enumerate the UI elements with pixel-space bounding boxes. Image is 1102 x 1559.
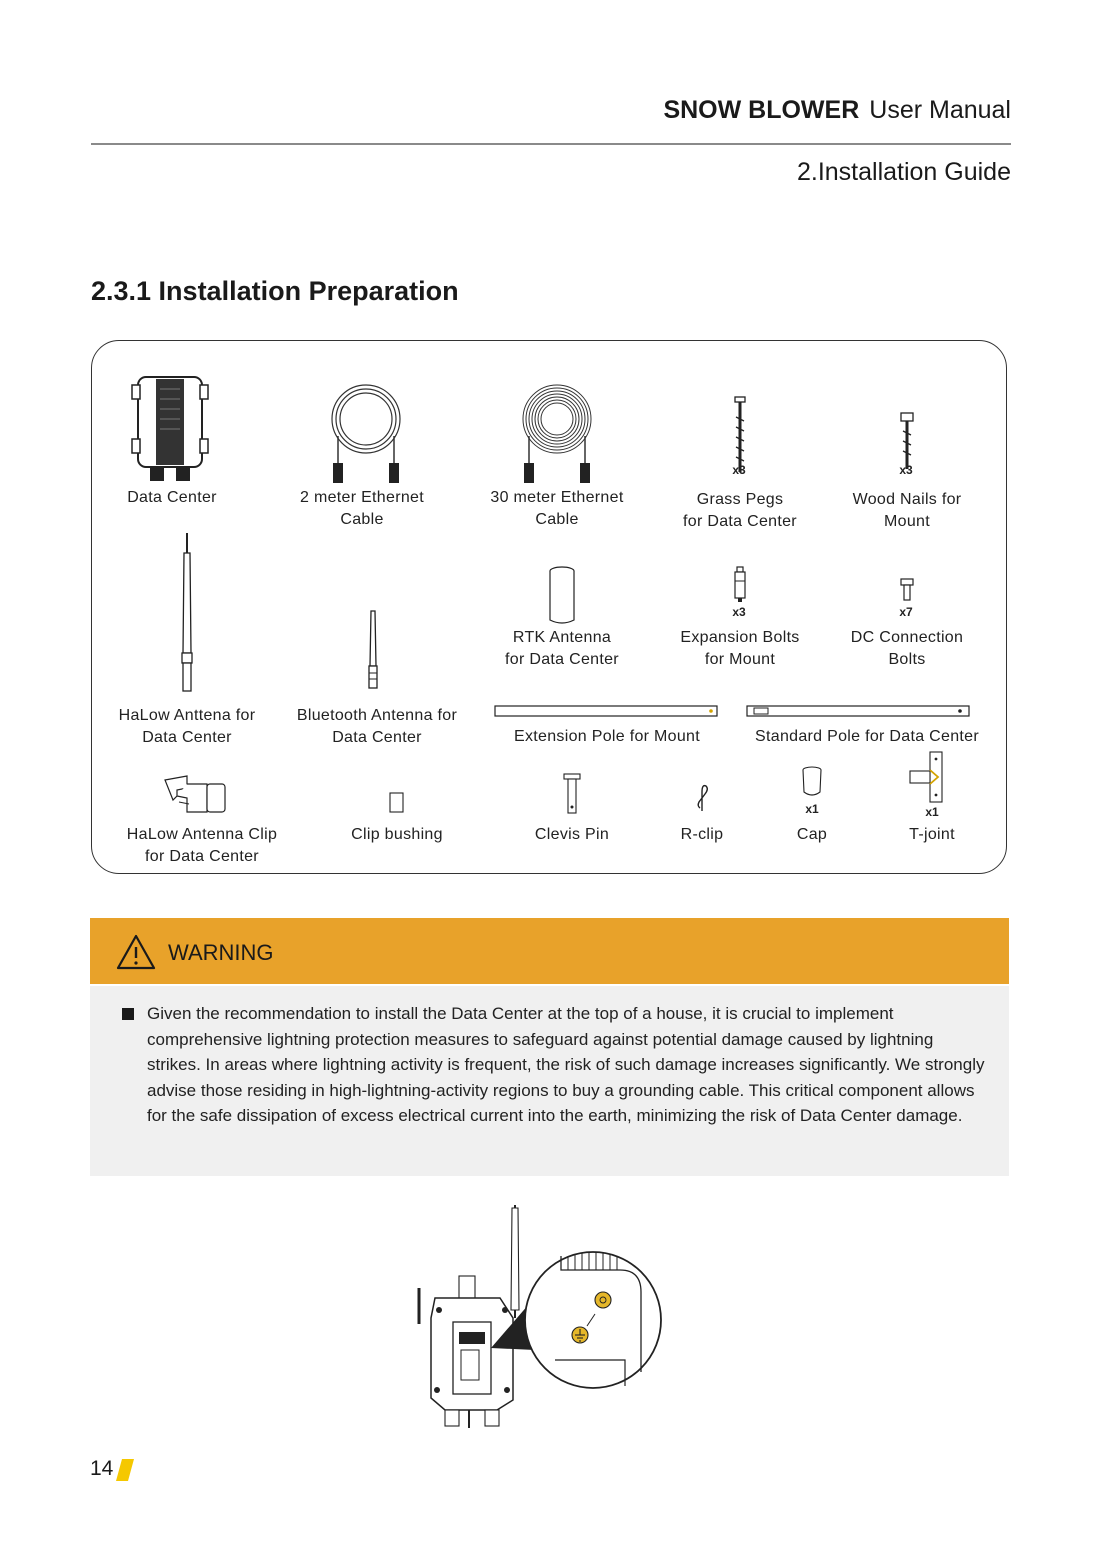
part-label: Standard Pole for Data Center: [755, 728, 979, 745]
part-wood-nails: [827, 361, 987, 536]
quantity-badge: x3: [732, 605, 746, 619]
part-dc-bolts: [827, 531, 987, 681]
part-label: HaLow Antenna Clip for Data Center: [126, 826, 278, 865]
quantity-badge: x1: [805, 802, 819, 816]
antenna-clip-icon: [163, 774, 229, 814]
cap-icon: [801, 766, 823, 798]
part-clevis-pin: [512, 766, 632, 866]
extension-pole-icon: [494, 704, 718, 718]
warning-triangle-icon: [116, 934, 156, 970]
r-clip-icon: [694, 782, 710, 812]
part-label: RTK Antenna for Data Center: [505, 629, 619, 668]
warning-banner: [90, 918, 1009, 984]
data-center-icon: [130, 369, 210, 489]
part-label: Clevis Pin: [534, 826, 610, 843]
grounding-illustration: [405, 1200, 665, 1430]
clip-bushing-icon: [389, 792, 405, 814]
part-label: Data Center: [127, 489, 217, 506]
warning-title: WARNING: [168, 940, 274, 965]
part-ethernet-2m: [282, 361, 442, 531]
part-label: Extension Pole for Mount: [514, 728, 700, 745]
part-clip-bushing: [327, 766, 467, 866]
part-label: DC Connection Bolts: [850, 629, 964, 668]
parts-list: [91, 340, 1007, 874]
part-label: T-joint: [909, 826, 955, 843]
dc-bolt-icon: [900, 579, 914, 601]
part-bluetooth-antenna: [282, 531, 472, 751]
part-halow-antenna: [102, 531, 272, 751]
part-standard-pole: [732, 696, 1002, 756]
bluetooth-antenna-icon: [365, 611, 381, 691]
part-rtk-antenna: [482, 531, 642, 681]
quantity-badge: x3: [732, 463, 746, 477]
standard-pole-icon: [746, 704, 972, 720]
part-label: HaLow Anttena for Data Center: [118, 707, 256, 746]
warning-text: Given the recommendation to install the Data Center at the top of a house, it is crucial to implement comprehensive lightning protection measures to safeguard against potential damage caused by lightning strikes. In areas where lightning activity is frequent, the risk of such damage increases significantly. We strongly advise those residing in high-lightning-activity regions to buy a grounding cable. This critical component allows for the safe dissipation of excess electrical current into the earth, minimizing the risk of Data Center damage.: [147, 1004, 985, 1125]
header-divider: [91, 143, 1011, 145]
chapter-label: 2.Installation Guide: [796, 158, 1011, 186]
ethernet-cable-icon: [326, 381, 406, 486]
warning-content: [90, 986, 1009, 1176]
t-joint-icon: [908, 751, 948, 803]
product-name: SNOW BLOWER: [663, 96, 860, 124]
ethernet-cable-long-icon: [517, 381, 597, 486]
part-label: Cap: [796, 826, 828, 843]
rtk-antenna-icon: [547, 566, 577, 626]
page-accent-mark: [116, 1459, 134, 1481]
document-title: User Manual: [869, 96, 1011, 124]
part-antenna-clip: [107, 766, 297, 866]
bullet-icon: [122, 1008, 134, 1020]
part-label: Wood Nails for Mount: [852, 491, 962, 530]
quantity-badge: x1: [925, 805, 939, 819]
document-header: [663, 96, 1011, 125]
part-t-joint: [892, 751, 972, 866]
clevis-pin-icon: [562, 774, 582, 814]
part-label: R-clip: [680, 826, 724, 843]
quantity-badge: x7: [899, 605, 913, 619]
part-label: Clip bushing: [351, 826, 443, 843]
halow-antenna-icon: [175, 533, 199, 693]
part-grass-pegs: [660, 361, 820, 536]
part-ethernet-30m: [477, 361, 637, 531]
part-label: Grass Pegs for Data Center: [683, 491, 797, 530]
part-label: Expansion Bolts for Mount: [680, 629, 800, 668]
part-expansion-bolts: [660, 531, 820, 681]
part-extension-pole: [492, 696, 722, 756]
part-data-center: [102, 361, 242, 531]
part-cap: [777, 766, 847, 866]
part-r-clip: [662, 766, 742, 866]
page-number: 14: [90, 1457, 114, 1480]
part-label: Bluetooth Antenna for Data Center: [296, 707, 458, 746]
expansion-bolt-icon: [732, 567, 748, 603]
part-label: 30 meter Ethernet Cable: [490, 489, 624, 528]
quantity-badge: x3: [899, 463, 913, 477]
part-label: 2 meter Ethernet Cable: [300, 489, 424, 528]
section-heading: 2.3.1 Installation Preparation: [91, 276, 459, 306]
